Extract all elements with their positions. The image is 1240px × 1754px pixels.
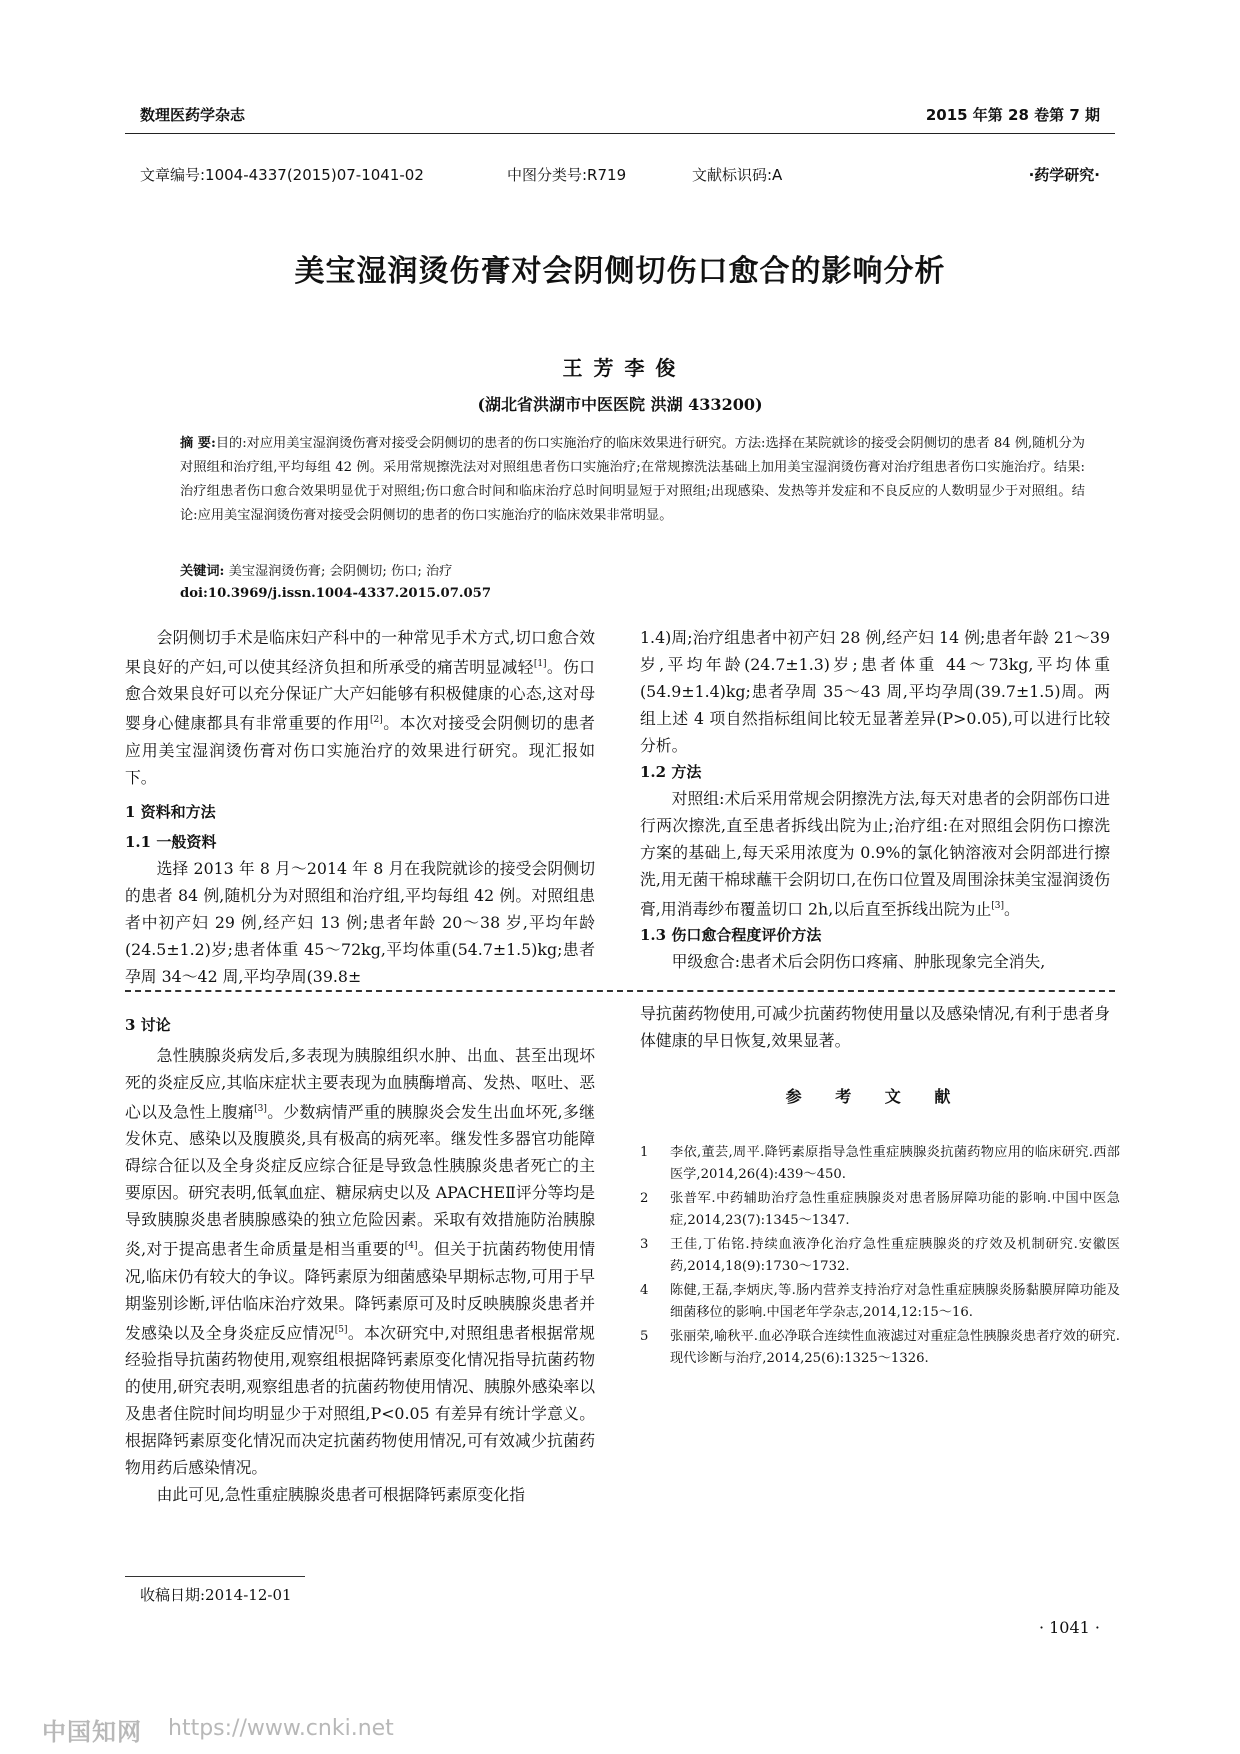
- journal-name: 数理医药学杂志: [140, 106, 246, 124]
- body-paragraph: 甲级愈合:患者术后会阴伤口疼痛、肿胀现象完全消失,: [671, 952, 1046, 972]
- references-list: [640, 1142, 1120, 1372]
- issue-info: 2015 年第 28 卷第 7 期: [925, 106, 1100, 124]
- body-paragraph: 选择 2013 年 8 月～2014 年 8 月在我院就诊的接受会阴侧切的患者 84 例,随机分为对照组和治疗组,平均每组 42 例。对照组患者中初产妇 29 例,经产妇 13 例;患者年龄 20～38 岁,平均年龄(24.5±1.2)岁;患者体重 45～72kg,平均体重(54.7±1.5)kg;患者孕周 34～42 周,平均孕周(39.8±: [125, 858, 595, 986]
- reference-item: 1 李依,董芸,周平.降钙素原指导急性重症胰腺炎抗菌药物应用的临床研究.西部医学,2014,26(4):439～450.: [640, 1145, 1120, 1182]
- right-column-top: [640, 624, 1110, 975]
- authors: 王 芳 李 俊: [562, 356, 678, 380]
- citation: [5]: [334, 1324, 348, 1335]
- citation: [3]: [254, 1104, 267, 1114]
- body-paragraph: 对照组:术后采用常规会阴擦洗方法,每天对患者的会阴部伤口进行两次擦洗,直至患者拆线出院为止;治疗组:在对照组会阴伤口擦洗方案的基础上,每天采用浓度为 0.9%的氯化钠溶液对会阴部进行擦洗,用无菌干棉球蘸干会阴切口,在伤口位置及周围涂抹美宝湿润烫伤膏,用消毒纱布覆盖切口 2h,以后直至拆线出院为止[3]。: [640, 789, 1110, 919]
- abstract: [180, 432, 1085, 528]
- subsection-heading: 1.3 伤口愈合程度评价方法: [640, 926, 822, 945]
- page-number: · 1041 ·: [1038, 1618, 1100, 1637]
- doi: doi:10.3969/j.issn.1004-4337.2015.07.057: [180, 586, 491, 601]
- right-column-bottom: [640, 1000, 1110, 1054]
- cnki-logo: 中国知网: [42, 1718, 142, 1746]
- left-column-top: [125, 624, 595, 990]
- references-heading: 参 考 文 献: [785, 1087, 965, 1106]
- intro-paragraph: 会阴侧切手术是临床妇产科中的一种常见手术方式,切口愈合效果良好的产妇,可以使其经济负担和所承受的痛苦明显减轻[1]。伤口愈合效果良好可以充分保证广大产妇能够有积极健康的心态,这对母婴身心健康都具有非常重要的作用[2]。本次对接受会阴侧切的患者应用美宝湿润烫伤膏对伤口实施治疗的效果进行研究。现汇报如下。: [125, 628, 595, 787]
- citation: [3]: [991, 901, 1004, 911]
- body-paragraph: 1.4)周;治疗组患者中初产妇 28 例,经产妇 14 例;患者年龄 21～39 岁,平均年龄(24.7±1.3)岁;患者体重 44～73kg,平均体重(54.9±1.4)kg;患者孕周 35～43 周,平均孕周(39.7±1.5)周。两组上述 4 项自然指标组间比较无显著差异(P>0.05),可以进行比较分析。: [640, 628, 1110, 755]
- received-date: 收稿日期:2014-12-01: [140, 1586, 292, 1604]
- discussion-paragraph: 由此可见,急性重症胰腺炎患者可根据降钙素原变化指: [156, 1484, 525, 1504]
- reference-item: 5 张丽荣,喻秋平.血必净联合连续性血液滤过对重症急性胰腺炎患者疗效的研究.现代诊断与治疗,2014,25(6):1325～1326.: [640, 1329, 1120, 1366]
- section-heading: 3 讨论: [125, 1016, 171, 1034]
- left-column-bottom: [125, 1012, 595, 1508]
- article-title: 美宝湿润烫伤膏对会阴侧切伤口愈合的影响分析: [294, 254, 946, 289]
- reference-item: 3 王佳,丁佑铭.持续血液净化治疗急性重症胰腺炎的疗效及机制研究.安徽医药,2014,18(9):1730～1732.: [640, 1237, 1120, 1274]
- footnote-rule: [125, 1576, 305, 1577]
- article-number: 文章编号:1004-4337(2015)07-1041-02: [140, 166, 424, 184]
- keywords-text: 美宝湿润烫伤膏; 会阴侧切; 伤口; 治疗: [228, 564, 453, 579]
- citation: [2]: [369, 715, 383, 726]
- reference-item: 4 陈健,王磊,李炳庆,等.肠内营养支持治疗对急性重症胰腺炎肠黏膜屏障功能及细菌移位的影响.中国老年学杂志,2014,12:15～16.: [640, 1283, 1120, 1320]
- keywords-label: 关键词:: [180, 564, 225, 579]
- cut-line: [125, 990, 1115, 992]
- cnki-url: https://www.cnki.net: [168, 1716, 394, 1741]
- subsection-heading: 1.1 一般资料: [125, 832, 217, 851]
- header-rule: [125, 133, 1115, 134]
- subsection-heading: 1.2 方法: [640, 763, 702, 781]
- clc-number: 中图分类号:R719: [507, 166, 627, 184]
- body-paragraph: 导抗菌药物使用,可减少抗菌药物使用量以及感染情况,有利于患者身体健康的早日恢复,效果显著。: [640, 1004, 1110, 1050]
- column-label: ·药学研究·: [1028, 166, 1100, 184]
- abstract-label: 摘 要:: [180, 436, 216, 451]
- abstract-text: 目的:对应用美宝湿润烫伤膏对接受会阴侧切的患者的伤口实施治疗的临床效果进行研究。方法:选择在某院就诊的接受会阴侧切的患者 84 例,随机分为对照组和治疗组,平均每组 42 例。采用常规擦洗法对对照组患者伤口实施治疗;在常规擦洗法基础上加用美宝湿润烫伤膏对治疗组患者伤口实施治疗。结果:治疗组患者伤口愈合效果明显优于对照组;伤口愈合时间和临床治疗总时间明显短于对照组;出现感染、发热等并发症和不良反应的人数明显少于对照组。结论:应用美宝湿润烫伤膏对接受会阴侧切的患者的伤口实施治疗的临床效果非常明显。: [180, 436, 1085, 523]
- discussion-paragraph: 急性胰腺炎病发后,多表现为胰腺组织水肿、出血、甚至出现坏死的炎症反应,其临床症状主要表现为血胰酶增高、发热、呕吐、恶心以及急性上腹痛[3]。少数病情严重的胰腺炎会发生出血坏死,多继发休克、感染以及腹膜炎,具有极高的病死率。继发性多器官功能障碍综合征以及全身炎症反应综合征是导致急性胰腺炎患者死亡的主要原因。研究表明,低氧血症、糖尿病史以及 APACHEⅡ评分等均是导致胰腺炎患者胰腺感染的独立危险因素。采取有效措施防治胰腺炎,对于提高患者生命质量是相当重要的[4]。但关于抗菌药物使用情况,临床仍有较大的争议。降钙素原为细菌感染早期标志物,可用于早期鉴别诊断,评估临床治疗效果。降钙素原可及时反映胰腺炎患者并发感染以及全身炎症反应情况[5]。本次研究中,对照组患者根据常规经验指导抗菌药物使用,观察组根据降钙素原变化情况指导抗菌药物的使用,研究表明,观察组患者的抗菌药物使用情况、胰腺外感染率以及患者住院时间均明显少于对照组,P<0.05 有差异有统计学意义。根据降钙素原变化情况而决定抗菌药物使用情况,可有效减少抗菌药物用药后感染情况。: [125, 1046, 595, 1477]
- section-heading: 1 资料和方法: [125, 802, 216, 821]
- citation: [4]: [404, 1241, 418, 1252]
- affiliation: (湖北省洪湖市中医医院 洪湖 433200): [477, 395, 763, 414]
- document-code: 文献标识码:A: [692, 166, 783, 184]
- reference-item: 2 张普军.中药辅助治疗急性重症胰腺炎对患者肠屏障功能的影响.中国中医急症,2014,23(7):1345～1347.: [640, 1191, 1120, 1228]
- keywords: [180, 560, 1085, 584]
- citation: [1]: [533, 659, 547, 669]
